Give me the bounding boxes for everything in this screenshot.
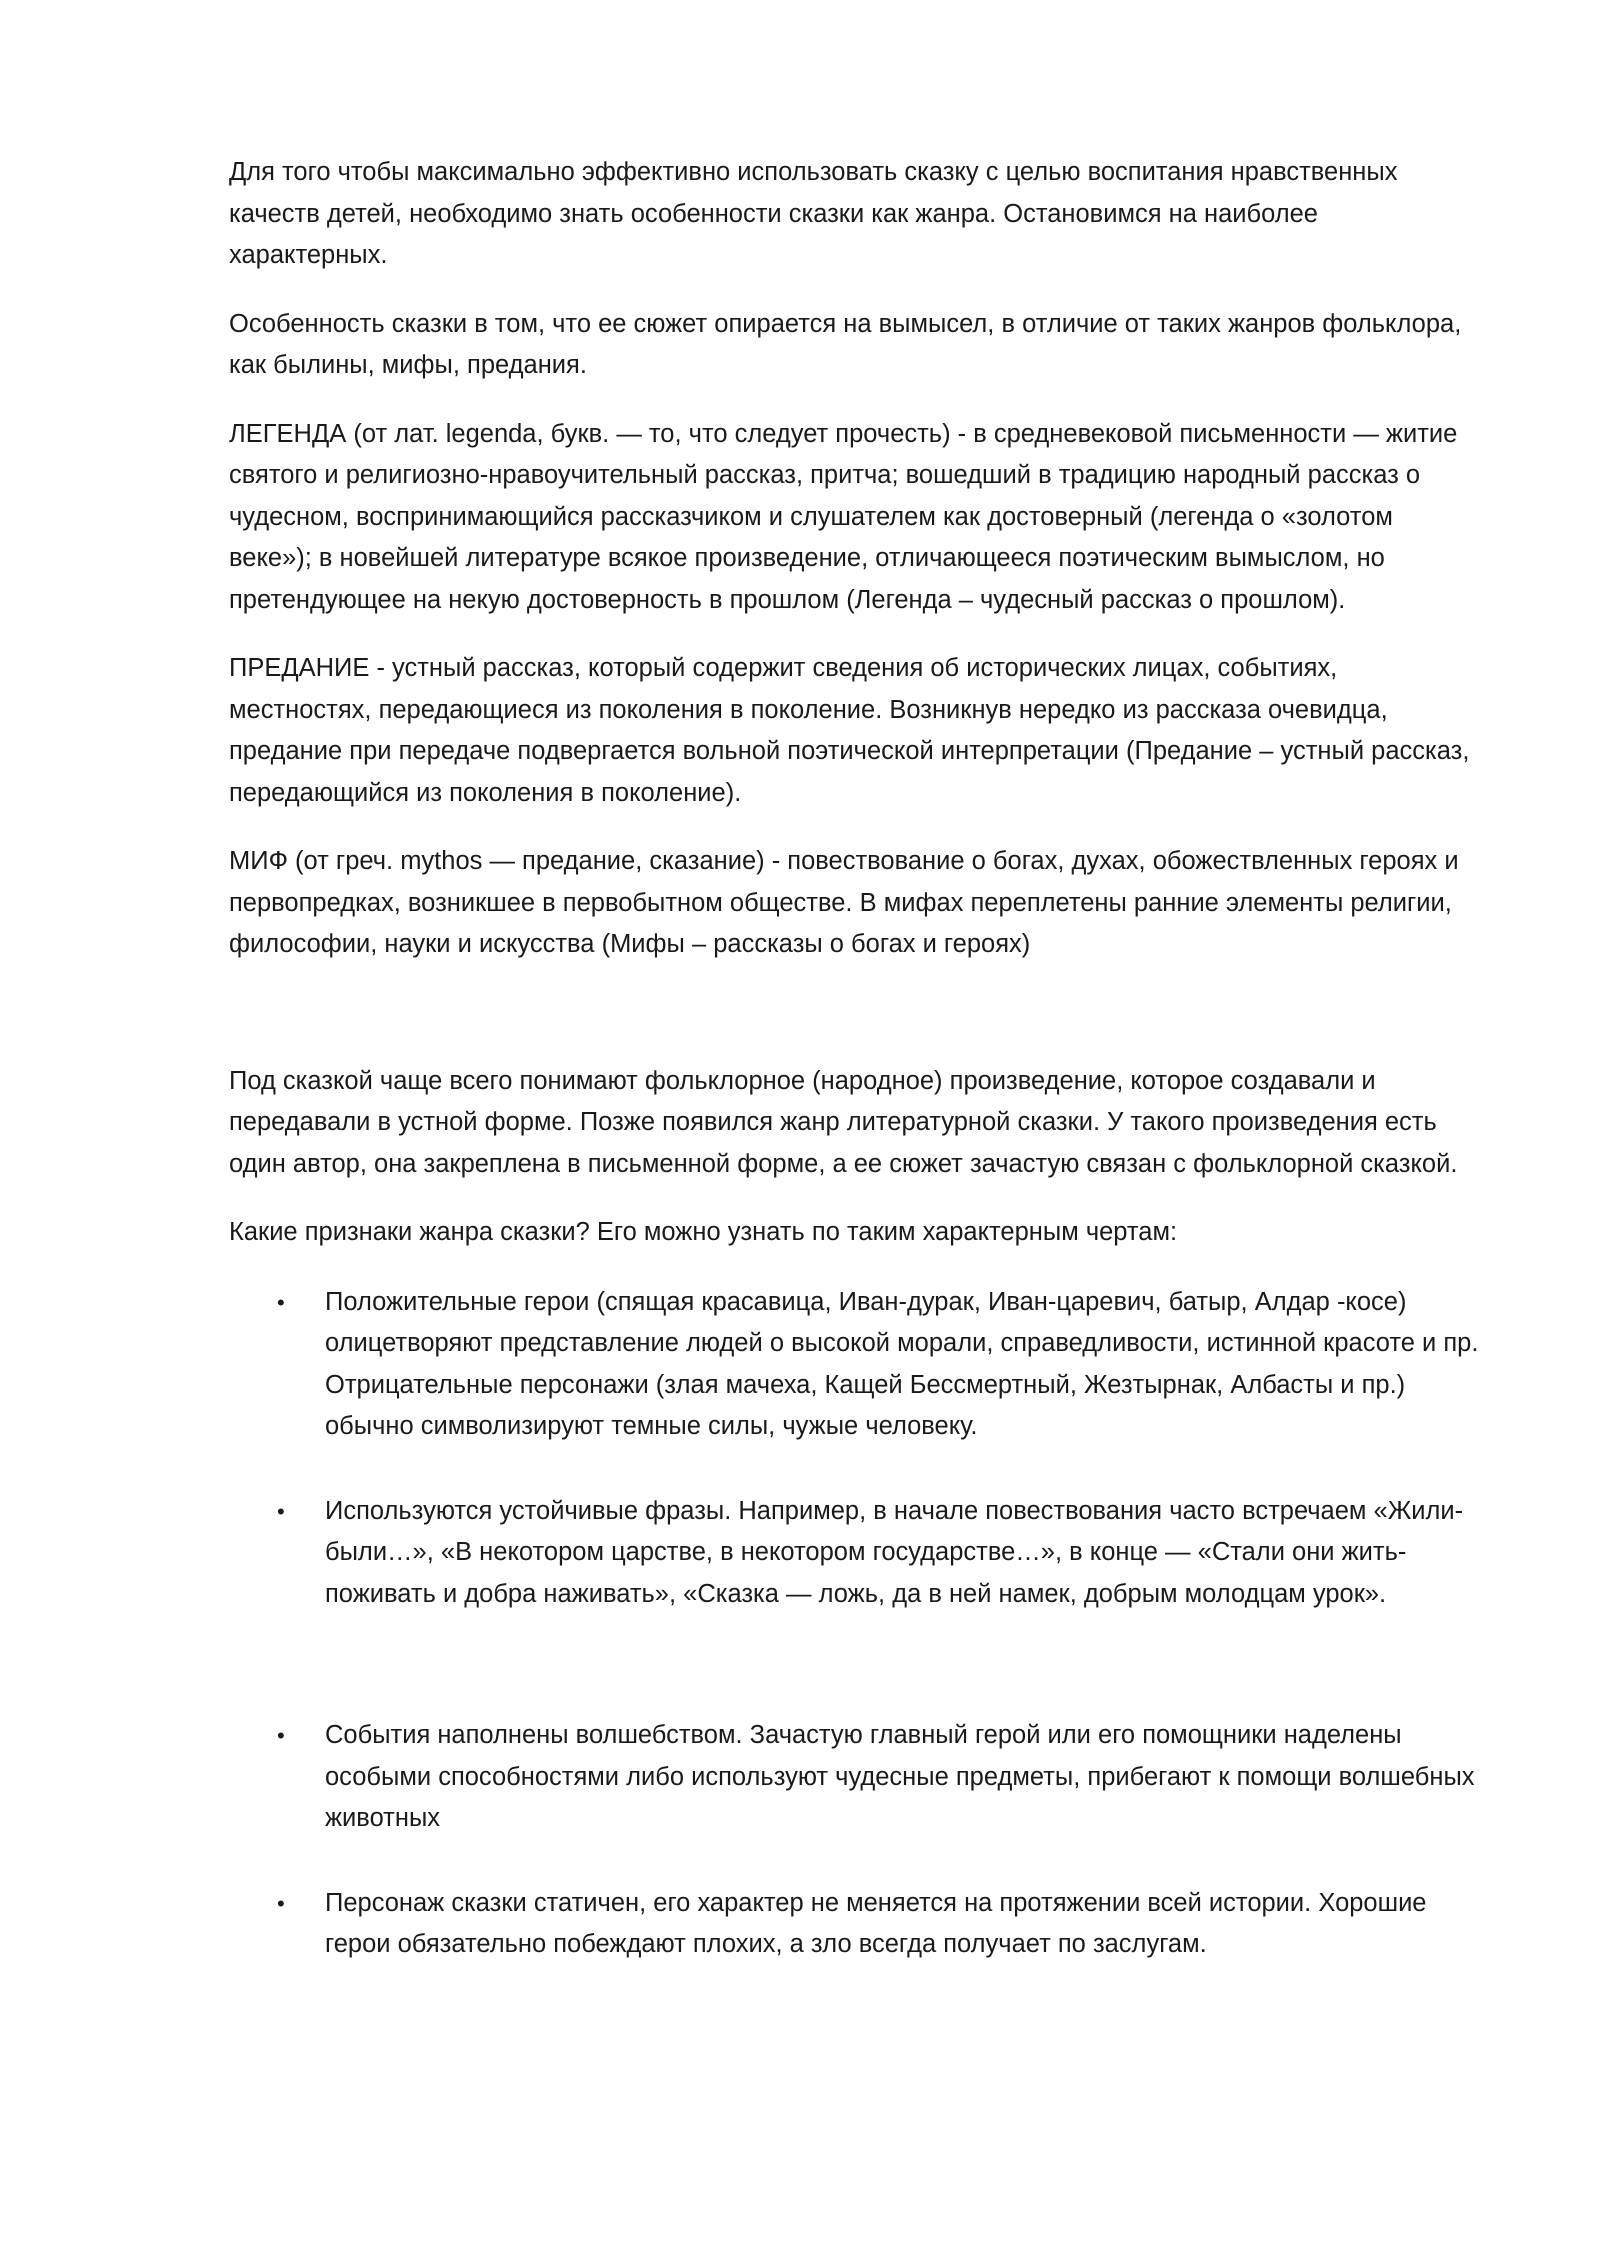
bullet-icon: • — [277, 1498, 285, 1524]
fiction-paragraph: Особенность сказки в том, что ее сюжет опирается на вымысел, в отличие от таких жанров фольклора, как былины, мифы, предания. — [229, 309, 1462, 379]
list-item-text: События наполнены волшебством. Зачастую главный герой или его помощники наделены особыми способностями либо используют чудесные предметы, прибегают к помощи волшебных животных — [325, 1721, 1475, 1832]
list-item-text: Персонаж сказки статичен, его характер не меняется на протяжении всей истории. Хорошие герои обязательно побеждают плохих, а зло всегда получает по заслугам. — [325, 1888, 1427, 1958]
list-item-text: Используются устойчивые фразы. Например, в начале повествования часто встречаем «Жили-были…», «В некотором царстве, в некотором государстве…», в конце — «Стали они жить-поживать и добра наживать», «Сказка — ложь, да в ней намек, добрым молодцам урок». — [325, 1496, 1464, 1608]
list-item-text: Положительные герои (спящая красавица, Иван-дурак, Иван-царевич, батыр, Алдар -косе) олицетворяют представление людей о высокой морали, справедливости, истинной красоте и пр. Отрицательные персонажи (злая мачеха, Кащей Бессмертный, Жезтырнак, Албасты и пр.) обычно символизируют темные силы, чужые человеку. — [325, 1287, 1479, 1440]
bullet-icon: • — [277, 1723, 285, 1748]
bullet-icon: • — [277, 1289, 285, 1315]
bullet-icon: • — [277, 1890, 285, 1916]
legend-definition-paragraph: ЛЕГЕНДА (от лат. legenda, букв. — то, что следует прочесть) - в средневековой письменности — житие святого и религиозно-нравоучительный рассказ, притча; вошедший в традицию народный рассказ о чудесном, воспринимающийся рассказчиком и слушателем как достоверный (легенда о «золотом веке»); в новейшей литературе всякое произведение, отличающееся поэтическим вымыслом, но претендующее на некую достоверность в прошлом (Легенда – чудесный рассказ о прошлом). — [229, 419, 1458, 614]
list-item — [229, 1715, 1479, 1840]
document-body — [229, 152, 1479, 1966]
features-question-paragraph: Какие признаки жанра сказки? Его можно узнать по таким характерным чертам: — [229, 1218, 1178, 1246]
fairy-tale-definition-paragraph: Под сказкой чаще всего понимают фольклорное (народное) произведение, которое создавали и передавали в устной форме. Позже появился жанр литературной сказки. У такого произведения есть один автор, она закреплена в письменной форме, а ее сюжет зачастую связан с фольклорной сказкой. — [229, 1066, 1458, 1178]
features-list — [229, 1282, 1479, 1966]
blank-spacer — [229, 993, 1479, 1061]
list-item — [229, 1491, 1479, 1616]
list-item — [229, 1883, 1479, 1966]
intro-paragraph: Для того чтобы максимально эффективно использовать сказку с целью воспитания нравственных качеств детей, необходимо знать особенности сказки как жанра. Остановимся на наиболее характерных. — [229, 158, 1398, 269]
myth-definition-paragraph: МИФ (от греч. mythos — предание, сказание) - повествование о богах, духах, обожествленных героях и первопредках, возникшее в первобытном обществе. В мифах переплетены ранние элементы религии, философии, науки и искусства (Мифы – рассказы о богах и героях) — [229, 847, 1459, 958]
tradition-definition-paragraph: ПРЕДАНИЕ - устный рассказ, который содержит сведения об исторических лицах, событиях, местностях, передающиеся из поколения в поколение. Возникнув нередко из рассказа очевидца, предание при передаче подвергается вольной поэтической интерпретации (Предание – устный рассказ, передающийся из поколения в поколение). — [229, 654, 1470, 807]
list-item — [229, 1282, 1479, 1448]
